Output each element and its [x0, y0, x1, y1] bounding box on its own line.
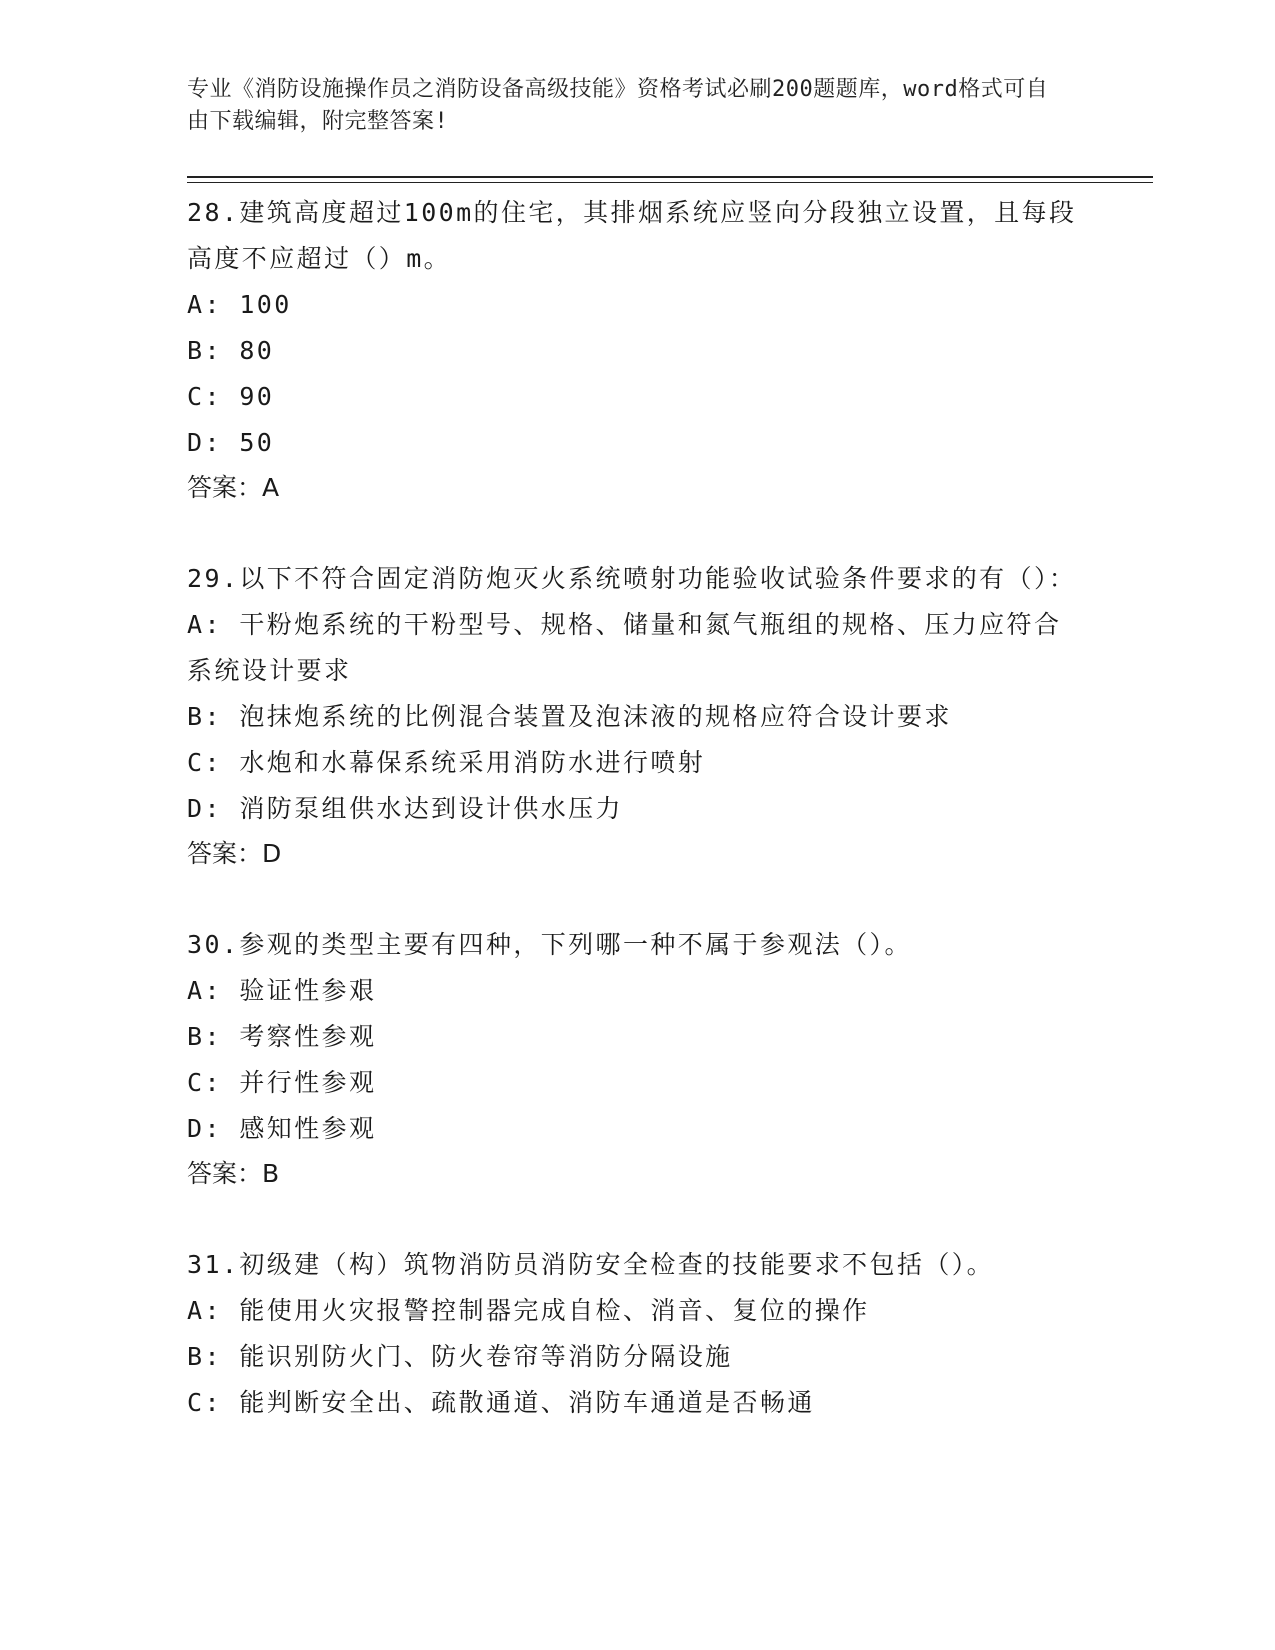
option-c: C: 90 [187, 382, 275, 411]
question-stem: 28.建筑高度超过100m的住宅，其排烟系统应竖向分段独立设置，且每段高度不应超过（）m。 [187, 198, 1077, 273]
question-29 [187, 556, 1087, 876]
question-list [187, 190, 1087, 1472]
option-b: B: 能识别防火门、防火卷帘等消防分隔设施 [187, 1342, 733, 1371]
header-rule-thick [187, 176, 1153, 178]
option-b: B: 泡抹炮系统的比例混合装置及泡沫液的规格应符合设计要求 [187, 702, 952, 731]
option-a: A: 能使用火灾报警控制器完成自检、消音、复位的操作 [187, 1296, 870, 1325]
document-header [187, 74, 1067, 138]
option-c: C: 水炮和水幕保系统采用消防水进行喷射 [187, 748, 706, 777]
header-text: 专业《消防设施操作员之消防设备高级技能》资格考试必刷200题题库，word格式可自由下载编辑，附完整答案! [187, 77, 1049, 134]
question-stem: 29.以下不符合固定消防炮灭火系统喷射功能验收试验条件要求的有（）： [187, 564, 1077, 593]
option-a: A: 干粉炮系统的干粉型号、规格、储量和氮气瓶组的规格、压力应符合系统设计要求 [187, 610, 1062, 685]
option-a: A: 验证性参艰 [187, 976, 377, 1005]
option-d: D: 消防泵组供水达到设计供水压力 [187, 794, 623, 823]
option-d: D: 50 [187, 428, 275, 457]
option-d: D: 感知性参观 [187, 1114, 377, 1143]
question-stem: 30.参观的类型主要有四种，下列哪一种不属于参观法（）。 [187, 930, 912, 959]
option-a: A: 100 [187, 290, 292, 319]
question-28 [187, 190, 1087, 510]
answer-line: 答案：D [187, 839, 282, 868]
option-c: C: 并行性参观 [187, 1068, 377, 1097]
answer-line: 答案：A [187, 473, 280, 502]
question-stem: 31.初级建（构）筑物消防员消防安全检查的技能要求不包括（）。 [187, 1250, 995, 1279]
option-b: B: 考察性参观 [187, 1022, 377, 1051]
question-30 [187, 922, 1087, 1196]
option-c: C: 能判断安全出、疏散通道、消防车通道是否畅通 [187, 1388, 815, 1417]
answer-line: 答案：B [187, 1159, 280, 1188]
header-rule-thin [187, 182, 1153, 183]
question-31 [187, 1242, 1087, 1426]
option-b: B: 80 [187, 336, 275, 365]
